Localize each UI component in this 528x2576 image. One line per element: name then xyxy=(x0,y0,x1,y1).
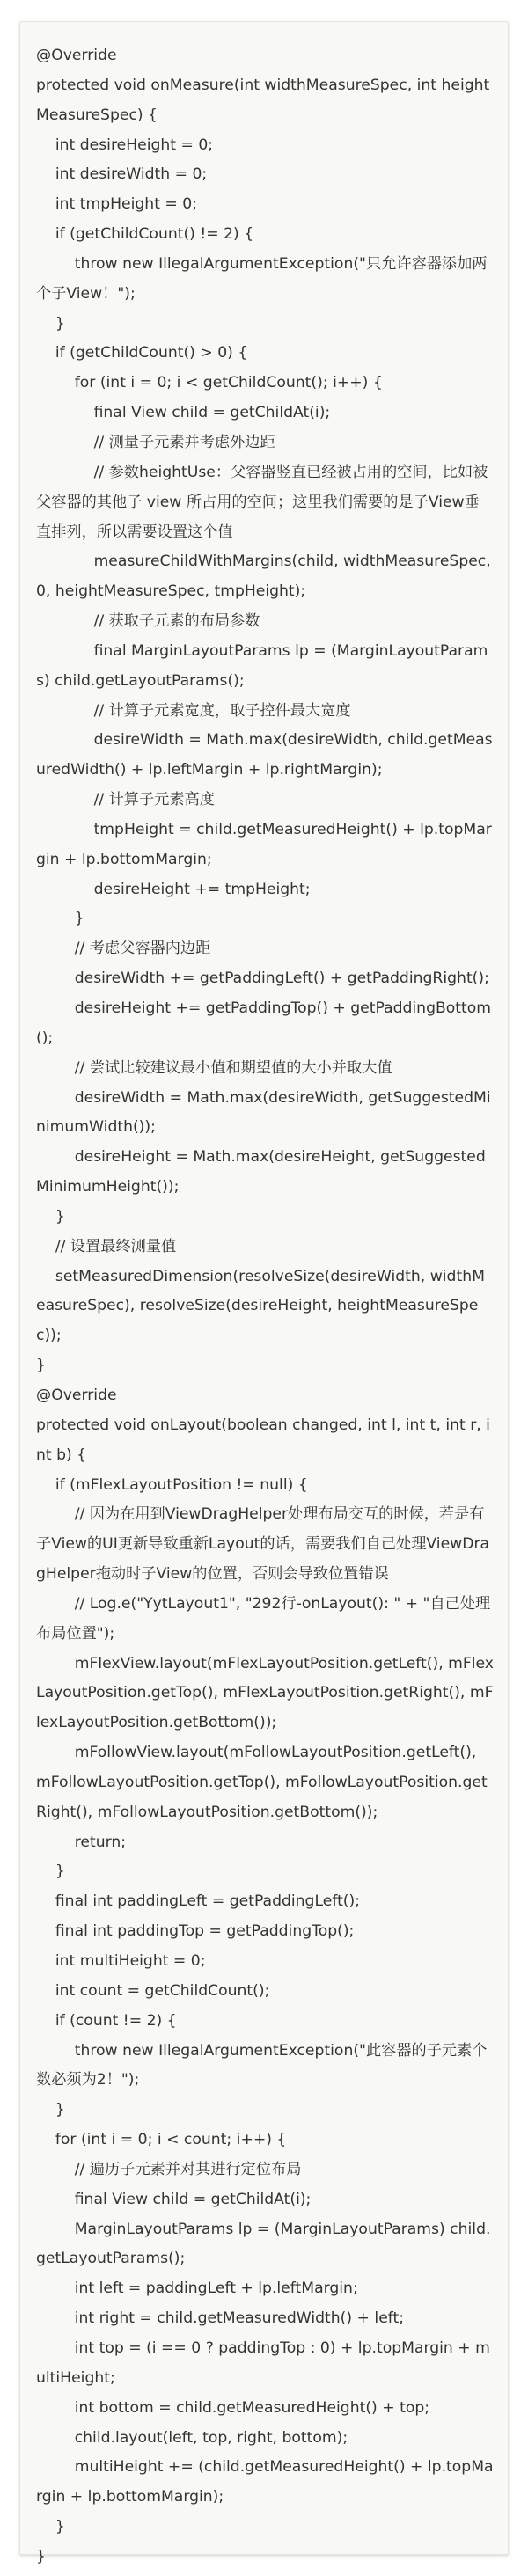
code-line: desireWidth += getPaddingLeft() + getPaddingRight(); xyxy=(36,970,489,988)
code-line: if (getChildCount() > 0) { xyxy=(36,344,248,362)
code-line: // 因为在用到ViewDragHelper处理布局交互的时候，若是有子View的UI更新导致重新Layout的话，需要我们自己处理ViewDragHelper拖动时子View的位置，否则会导致位置错误 xyxy=(36,1505,490,1584)
code-line: final MarginLayoutParams lp = (MarginLayoutParams) child.getLayoutParams(); xyxy=(36,641,488,690)
code-line: // 尝试比较建议最小值和期望值的大小并取大值 xyxy=(36,1058,392,1077)
code-line: throw new IllegalArgumentException("只允许容器添加两个子View！"); xyxy=(36,254,488,303)
code-line: if (count != 2) { xyxy=(36,2011,177,2030)
code-line: final int paddingLeft = getPaddingLeft(); xyxy=(36,1892,361,1911)
code-line: MarginLayoutParams lp = (MarginLayoutParams) child.getLayoutParams(); xyxy=(36,2220,491,2268)
code-line: @Override xyxy=(36,1386,117,1404)
code-line: // 计算子元素高度 xyxy=(36,791,215,809)
code-line: final int paddingTop = getPaddingTop(); xyxy=(36,1922,355,1941)
code-line: int desireHeight = 0; xyxy=(36,135,214,154)
code-line: if (getChildCount() != 2) { xyxy=(36,225,254,244)
code-line: return; xyxy=(36,1833,127,1851)
code-line: desireHeight += getPaddingTop() + getPaddingBottom(); xyxy=(36,999,492,1047)
code-line: } xyxy=(36,2101,65,2119)
code-line: desireHeight += tmpHeight; xyxy=(36,880,311,898)
code-line: // Log.e("YytLayout1", "292行-onLayout(): " + "自己处理布局位置"); xyxy=(36,1594,491,1643)
code-line: for (int i = 0; i < count; i++) { xyxy=(36,2131,287,2149)
code-line: desireHeight = Math.max(desireHeight, getSuggestedMinimumHeight()); xyxy=(36,1148,486,1197)
code-line: int left = paddingLeft + lp.leftMargin; xyxy=(36,2280,358,2298)
code-line: setMeasuredDimension(resolveSize(desireWidth, widthMeasureSpec), resolveSize(desireHeight, heightMeasureSpec)); xyxy=(36,1267,485,1345)
code-line: } xyxy=(36,314,65,333)
code-line: mFollowView.layout(mFollowLayoutPosition.getLeft(), mFollowLayoutPosition.getTop(), mFollowLayoutPosition.getRight(), mFollowLayoutPosition.getBottom()); xyxy=(36,1744,488,1821)
code-line: // 测量子元素并考虑外边距 xyxy=(36,433,275,451)
code-block xyxy=(19,21,509,2565)
code-lines xyxy=(36,41,494,2572)
code-line: final View child = getChildAt(i); xyxy=(36,404,331,422)
code-line: desireWidth = Math.max(desireWidth, getSuggestedMinimumWidth()); xyxy=(36,1088,491,1137)
code-line: int tmpHeight = 0; xyxy=(36,195,197,214)
code-line: final View child = getChildAt(i); xyxy=(36,2190,312,2208)
code-line: child.layout(left, top, right, bottom); xyxy=(36,2428,348,2447)
code-line: // 参数heightUse：父容器竖直已经被占用的空间，比如被父容器的其他子 view 所占用的空间；这里我们需要的是子View垂直排列，所以需要设置这个值 xyxy=(36,463,488,541)
code-line: tmpHeight = child.getMeasuredHeight() + lp.topMargin + lp.bottomMargin; xyxy=(36,820,492,868)
code-line: measureChildWithMargins(child, widthMeasureSpec, 0, heightMeasureSpec, tmpHeight); xyxy=(36,553,496,601)
code-line: // 设置最终测量值 xyxy=(36,1237,177,1255)
code-line: int right = child.getMeasuredWidth() + left; xyxy=(36,2309,405,2328)
code-line: @Override xyxy=(36,47,117,64)
code-line: } xyxy=(36,1207,65,1226)
code-line: int top = (i == 0 ? paddingTop : 0) + lp.topMargin + multiHeight; xyxy=(36,2338,490,2387)
code-line: int bottom = child.getMeasuredHeight() + top; xyxy=(36,2398,430,2417)
code-line: mFlexView.layout(mFlexLayoutPosition.getLeft(), mFlexLayoutPosition.getTop(), mFlexLayoutPosition.getRight(), mFlexLayoutPosition.getBottom()); xyxy=(36,1654,494,1732)
code-line: } xyxy=(36,2518,65,2536)
code-line: for (int i = 0; i < getChildCount(); i++) { xyxy=(36,374,383,392)
code-line: protected void onLayout(boolean changed, int l, int t, int r, int b) { xyxy=(36,1416,490,1464)
code-line: int count = getChildCount(); xyxy=(36,1981,270,2000)
code-line: throw new IllegalArgumentException("此容器的子元素个数必须为2！"); xyxy=(36,2041,488,2089)
code-line: multiHeight += (child.getMeasuredHeight() + lp.topMargin + lp.bottomMargin); xyxy=(36,2458,494,2506)
code-line: // 计算子元素宽度，取子控件最大宽度 xyxy=(36,701,351,720)
code-line: int multiHeight = 0; xyxy=(36,1952,206,1970)
code-line: desireWidth = Math.max(desireWidth, child.getMeasuredWidth() + lp.leftMargin + lp.rightMargin); xyxy=(36,731,493,779)
code-line: } xyxy=(36,910,84,928)
code-line: } xyxy=(36,1862,65,1881)
code-line: // 遍历子元素并对其进行定位布局 xyxy=(36,2160,302,2178)
code-line: // 获取子元素的布局参数 xyxy=(36,612,260,631)
code-line: if (mFlexLayoutPosition != null) { xyxy=(36,1475,308,1494)
code-line: } xyxy=(36,1357,46,1375)
code-line: protected void onMeasure(int widthMeasureSpec, int heightMeasureSpec) { xyxy=(36,76,490,124)
code-line: } xyxy=(36,2547,46,2565)
code-line: int desireWidth = 0; xyxy=(36,165,208,184)
code-line: // 考虑父容器内边距 xyxy=(36,940,211,958)
